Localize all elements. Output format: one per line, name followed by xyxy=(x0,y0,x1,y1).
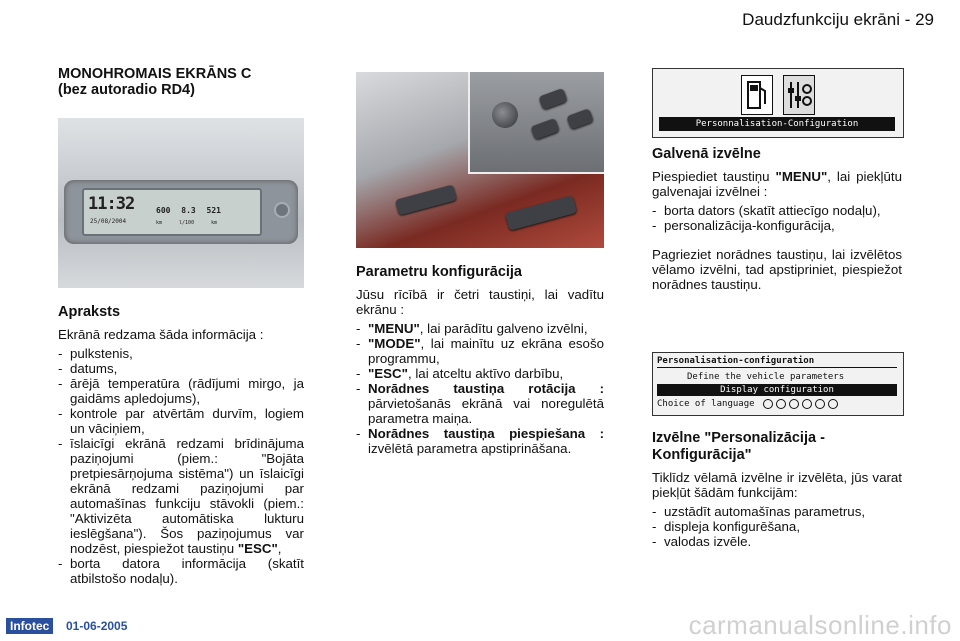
galvena-section xyxy=(652,146,902,296)
list-key: Norādnes taustiņa rotācija : xyxy=(368,381,604,396)
parametru-intro: Jūsu rīcībā ir četri taustiņi, lai vadītu ekrānu : xyxy=(356,287,604,317)
list-item xyxy=(356,321,604,336)
personal-section xyxy=(652,430,902,549)
lcd-values: 600 8.3 521 xyxy=(156,206,221,215)
list-item: - kontrole par atvērtām durvīm, logiem un vāciņiem, xyxy=(58,406,304,436)
button-icon xyxy=(505,195,577,231)
galvena-title: Galvenā izvēlne xyxy=(652,146,761,162)
personal-title-line1: Izvēlne "Personalizācija - xyxy=(652,430,825,446)
lcd-labels: km l/100 km xyxy=(156,220,218,226)
lcd-screen xyxy=(82,188,262,236)
controls-inset xyxy=(468,72,604,174)
list-item: - valodas izvēle. xyxy=(652,534,902,549)
lcd-clock: 11:32 xyxy=(88,194,135,214)
list-text: , lai atceltu aktīvo darbību, xyxy=(407,366,564,381)
display-photo xyxy=(58,118,304,288)
list-item: - uzstādīt automašīnas parametrus, xyxy=(652,504,902,519)
list-text: , lai parādītu galveno izvēlni, xyxy=(419,321,588,336)
main-title-line1: MONOHROMAIS EKRĀNS C xyxy=(58,66,252,82)
settings-sliders-icon xyxy=(783,75,815,115)
personalisation-screen xyxy=(652,352,904,416)
language-flag-icon xyxy=(763,399,773,409)
screen2-row-vehicle: Define the vehicle parameters xyxy=(687,372,845,382)
language-flag-icon xyxy=(802,399,812,409)
esc-key: "ESC" xyxy=(237,541,278,556)
display-knob-icon xyxy=(274,202,290,218)
button-icon xyxy=(530,118,559,140)
list-item xyxy=(356,381,604,426)
parametru-section xyxy=(356,264,604,456)
language-flag-icon xyxy=(815,399,825,409)
apraksts-section xyxy=(58,304,304,586)
list-item: - personalizācija-konfigurācija, xyxy=(652,218,902,233)
rotary-knob-icon xyxy=(492,102,518,128)
list-item-text: īslaicīgi ekrānā redzami brīdinājuma paziņojumi (piem.: "Bojāta pretpiesārņojuma sistēma") un īslaicīgi ekrānā redzami paziņojumi par automašīnas funkciju stāvokli (piem.: "Aktivizēta automātiska lukturu ieslēgšana"). Šos paziņojumus var nodzēst, piespiežot taustiņu xyxy=(70,436,304,556)
display-frame xyxy=(64,180,298,244)
parametru-list xyxy=(356,321,604,456)
screen2-title: Personalisation-configuration xyxy=(657,355,897,368)
list-item: - borta datora informācija (skatīt atbilstošo nodaļu). xyxy=(58,556,304,586)
list-key: "MODE" xyxy=(368,336,421,351)
watermark: carmanualsonline.info xyxy=(688,610,952,640)
controls-photo xyxy=(356,72,604,248)
parametru-title: Parametru konfigurācija xyxy=(356,264,522,280)
personal-intro: Tiklīdz vēlamā izvēlne ir izvēlēta, jūs varat piekļūt šādām funkcijām: xyxy=(652,470,902,500)
lcd-date: 25/08/2004 xyxy=(90,218,127,225)
main-menu-screen xyxy=(652,68,904,138)
apraksts-title: Apraksts xyxy=(58,304,121,320)
language-flag-icon xyxy=(789,399,799,409)
list-key: "ESC" xyxy=(368,366,408,381)
menu-selection-bar: Personnalisation-Configuration xyxy=(659,117,895,131)
screen2-row-language xyxy=(657,398,897,410)
list-item: - displeja konfigurēšana, xyxy=(652,519,902,534)
fuel-pump-icon-svg xyxy=(742,76,772,114)
fuel-pump-icon xyxy=(741,75,773,115)
galvena-paragraph xyxy=(652,169,902,199)
galvena-paragraph-2: Pagrieziet norādnes taustiņu, lai izvēlētos vēlamo izvēlni, tad apstipriniet, piespiežot norādnes taustiņu. xyxy=(652,247,902,292)
list-text: pārvietošanās ekrānā vai noregulētā parametra maiņa. xyxy=(368,396,604,426)
personal-title xyxy=(652,430,902,464)
apraksts-list xyxy=(58,346,304,586)
list-item xyxy=(356,426,604,456)
list-key: Norādnes taustiņa piespiešana : xyxy=(368,426,604,441)
language-flag-icon xyxy=(776,399,786,409)
list-item: - pulkstenis, xyxy=(58,346,304,361)
main-title xyxy=(58,66,251,98)
menu-key: "MENU" xyxy=(775,169,828,184)
screen2-row-display: Display configuration xyxy=(657,384,897,396)
esc-suffix: , xyxy=(277,541,282,556)
list-text: , lai mainītu uz ekrāna esošo programmu, xyxy=(368,336,604,366)
galvena-list xyxy=(652,203,902,233)
galvena-p1-after: , lai piekļūtu galvenajai izvēlnei : xyxy=(652,169,902,199)
list-item xyxy=(58,436,304,556)
button-icon xyxy=(395,185,457,216)
page-header-title: Daudzfunkciju ekrāni - 29 xyxy=(742,10,934,29)
infotec-logo: Infotec xyxy=(6,618,53,634)
button-icon xyxy=(566,108,593,129)
screen2-row-language-label: Choice of language xyxy=(657,399,755,409)
footer-date: 01-06-2005 xyxy=(66,619,128,633)
list-item xyxy=(356,336,604,366)
apraksts-intro: Ekrānā redzama šāda informācija : xyxy=(58,327,264,342)
settings-sliders-icon-svg xyxy=(784,76,814,114)
list-item: - ārējā temperatūra (rādījumi mirgo, ja gaidāms apledojums), xyxy=(58,376,304,406)
list-item: - datums, xyxy=(58,361,304,376)
list-key: "MENU" xyxy=(368,321,420,336)
button-icon xyxy=(538,88,567,110)
list-item: - borta dators (skatīt attiecīgo nodaļu), xyxy=(652,203,902,218)
main-title-line2: (bez autoradio RD4) xyxy=(58,82,195,98)
list-item xyxy=(356,366,604,381)
language-flag-icon xyxy=(828,399,838,409)
personal-list xyxy=(652,504,902,549)
list-text: izvēlētā parametra apstiprināšana. xyxy=(368,441,572,456)
galvena-p1-before: Piespiediet taustiņu xyxy=(652,169,770,184)
personal-title-line2: Konfigurācija" xyxy=(652,447,752,463)
